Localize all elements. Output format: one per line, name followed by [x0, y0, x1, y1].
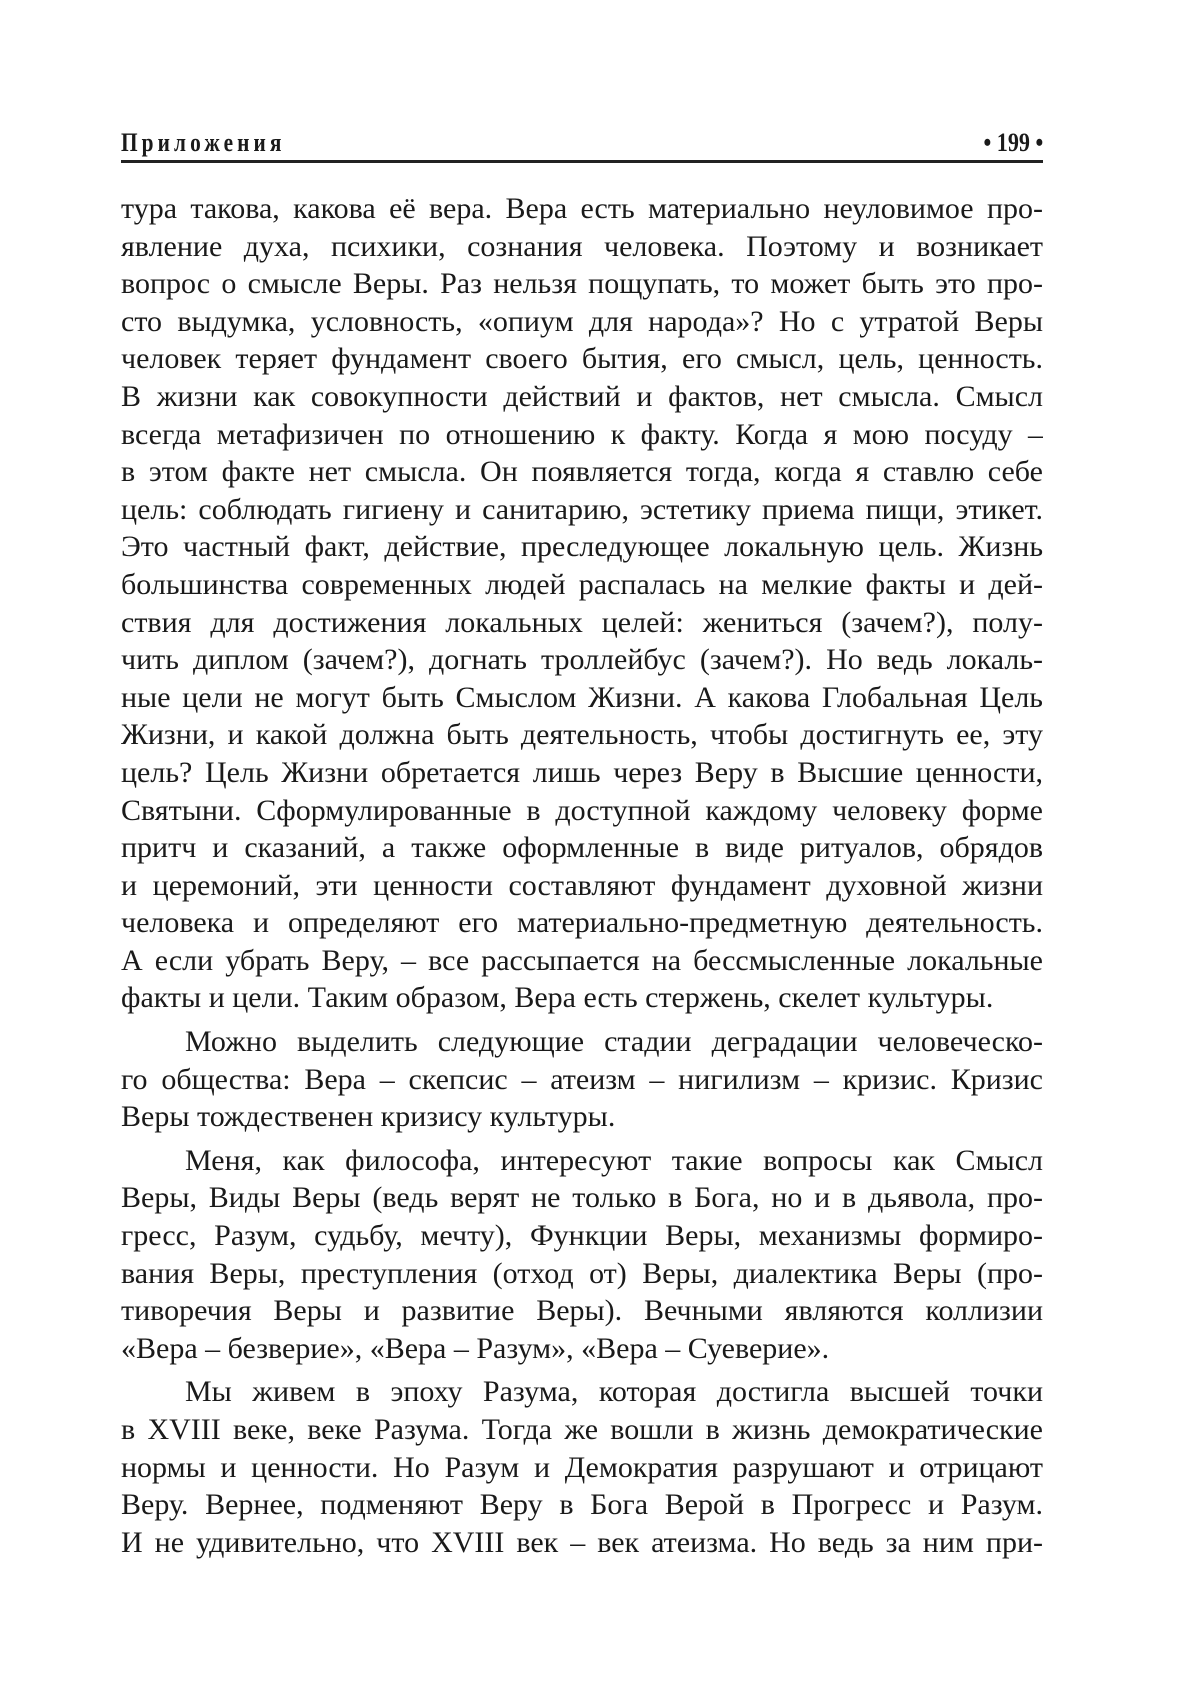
- text-line: цель? Цель Жизни обретается лишь через Веру в Высшие ценности,: [121, 755, 1043, 789]
- text-line: явление духа, психики, сознания человека. Поэтому и возникает: [121, 229, 1043, 263]
- paragraph: [121, 1373, 1043, 1561]
- text-line: И не удивительно, что XVIII век – век атеизма. Но ведь за ним при-: [121, 1525, 1043, 1559]
- text-line: Можно выделить следующие стадии деградации человеческо-: [185, 1025, 1043, 1059]
- text-line: вопрос о смысле Веры. Раз нельзя пощупать, то может быть это про-: [121, 267, 1043, 301]
- text-line: в этом факте нет смысла. Он появляется тогда, когда я ставлю себе: [121, 455, 1043, 489]
- text-line: ствия для достижения локальных целей: жениться (зачем?), полу-: [121, 605, 1043, 639]
- text-line: Жизни, и какой должна быть деятельность, чтобы достигнуть ее, эту: [121, 718, 1043, 752]
- paragraph: [121, 1142, 1043, 1368]
- text-line: человека и определяют его материально-предметную деятельность.: [121, 906, 1043, 940]
- text-line: тура такова, какова её вера. Вера есть материально неуловимое про-: [121, 192, 1043, 225]
- book-page: [121, 118, 1043, 1561]
- paragraph: [121, 190, 1043, 1017]
- text-line: гресс, Разум, судьбу, мечту), Функции Веры, механизмы формиро-: [121, 1219, 1043, 1253]
- text-line: цель: соблюдать гигиену и санитарию, эстетику приема пищи, этикет.: [121, 492, 1043, 526]
- text-line: го общества: Вера – скепсис – атеизм – нигилизм – кризис. Кризис: [121, 1062, 1043, 1096]
- text-line: большинства современных людей распалась на мелкие факты и дей-: [121, 567, 1043, 601]
- body-text: [121, 190, 1043, 1561]
- text-line: и церемоний, эти ценности составляют фундамент духовной жизни: [121, 868, 1043, 902]
- text-line: Веру. Вернее, подменяют Веру в Бога Верой в Прогресс и Разум.: [121, 1488, 1043, 1522]
- text-line: притч и сказаний, а также оформленные в виде ритуалов, обрядов: [121, 831, 1043, 865]
- page-number: • 199 •: [983, 128, 1043, 157]
- text-line: нормы и ценности. Но Разум и Демократия разрушают и отрицают: [121, 1450, 1043, 1484]
- text-line: Меня, как философа, интересуют такие вопросы как Смысл: [185, 1143, 1043, 1177]
- text-line: в XVIII веке, веке Разума. Тогда же вошли в жизнь демократические: [121, 1413, 1043, 1446]
- text-line: Мы живем в эпоху Разума, которая достигла высшей точки: [185, 1375, 1043, 1409]
- text-line: вания Веры, преступления (отход от) Веры, диалектика Веры (про-: [121, 1256, 1043, 1290]
- text-line: факты и цели. Таким образом, Вера есть стержень, скелет культуры.: [121, 981, 994, 1015]
- text-line: ные цели не могут быть Смыслом Жизни. А какова Глобальная Цель: [121, 680, 1043, 714]
- text-line: Святыни. Сформулированные в доступной каждому человеку форме: [121, 793, 1043, 827]
- text-line: Веры, Виды Веры (ведь верят не только в Бога, но и в дьявола, про-: [121, 1181, 1043, 1215]
- text-line: Веры тождественен кризису культуры.: [121, 1100, 616, 1134]
- running-header: [121, 118, 1043, 163]
- text-line: А если убрать Веру, – все рассыпается на бессмысленные локальные: [121, 943, 1043, 977]
- text-line: тиворечия Веры и развитие Веры). Вечными являются коллизии: [121, 1294, 1043, 1328]
- text-line: «Вера – безверие», «Вера – Разум», «Вера – Суеверие».: [121, 1331, 830, 1365]
- text-line: сто выдумка, условность, «опиум для народа»? Но с утратой Веры: [121, 304, 1043, 338]
- text-line: всегда метафизичен по отношению к факту. Когда я мою посуду –: [121, 417, 1043, 451]
- paragraph: [121, 1023, 1043, 1136]
- text-line: человек теряет фундамент своего бытия, его смысл, цель, ценность.: [121, 342, 1043, 376]
- text-line: Это частный факт, действие, преследующее локальную цель. Жизнь: [121, 530, 1043, 564]
- section-title: Приложения: [121, 128, 286, 157]
- text-line: чить диплом (зачем?), догнать троллейбус (зачем?). Но ведь локаль-: [121, 643, 1043, 677]
- text-line: В жизни как совокупности действий и фактов, нет смысла. Смысл: [121, 379, 1043, 413]
